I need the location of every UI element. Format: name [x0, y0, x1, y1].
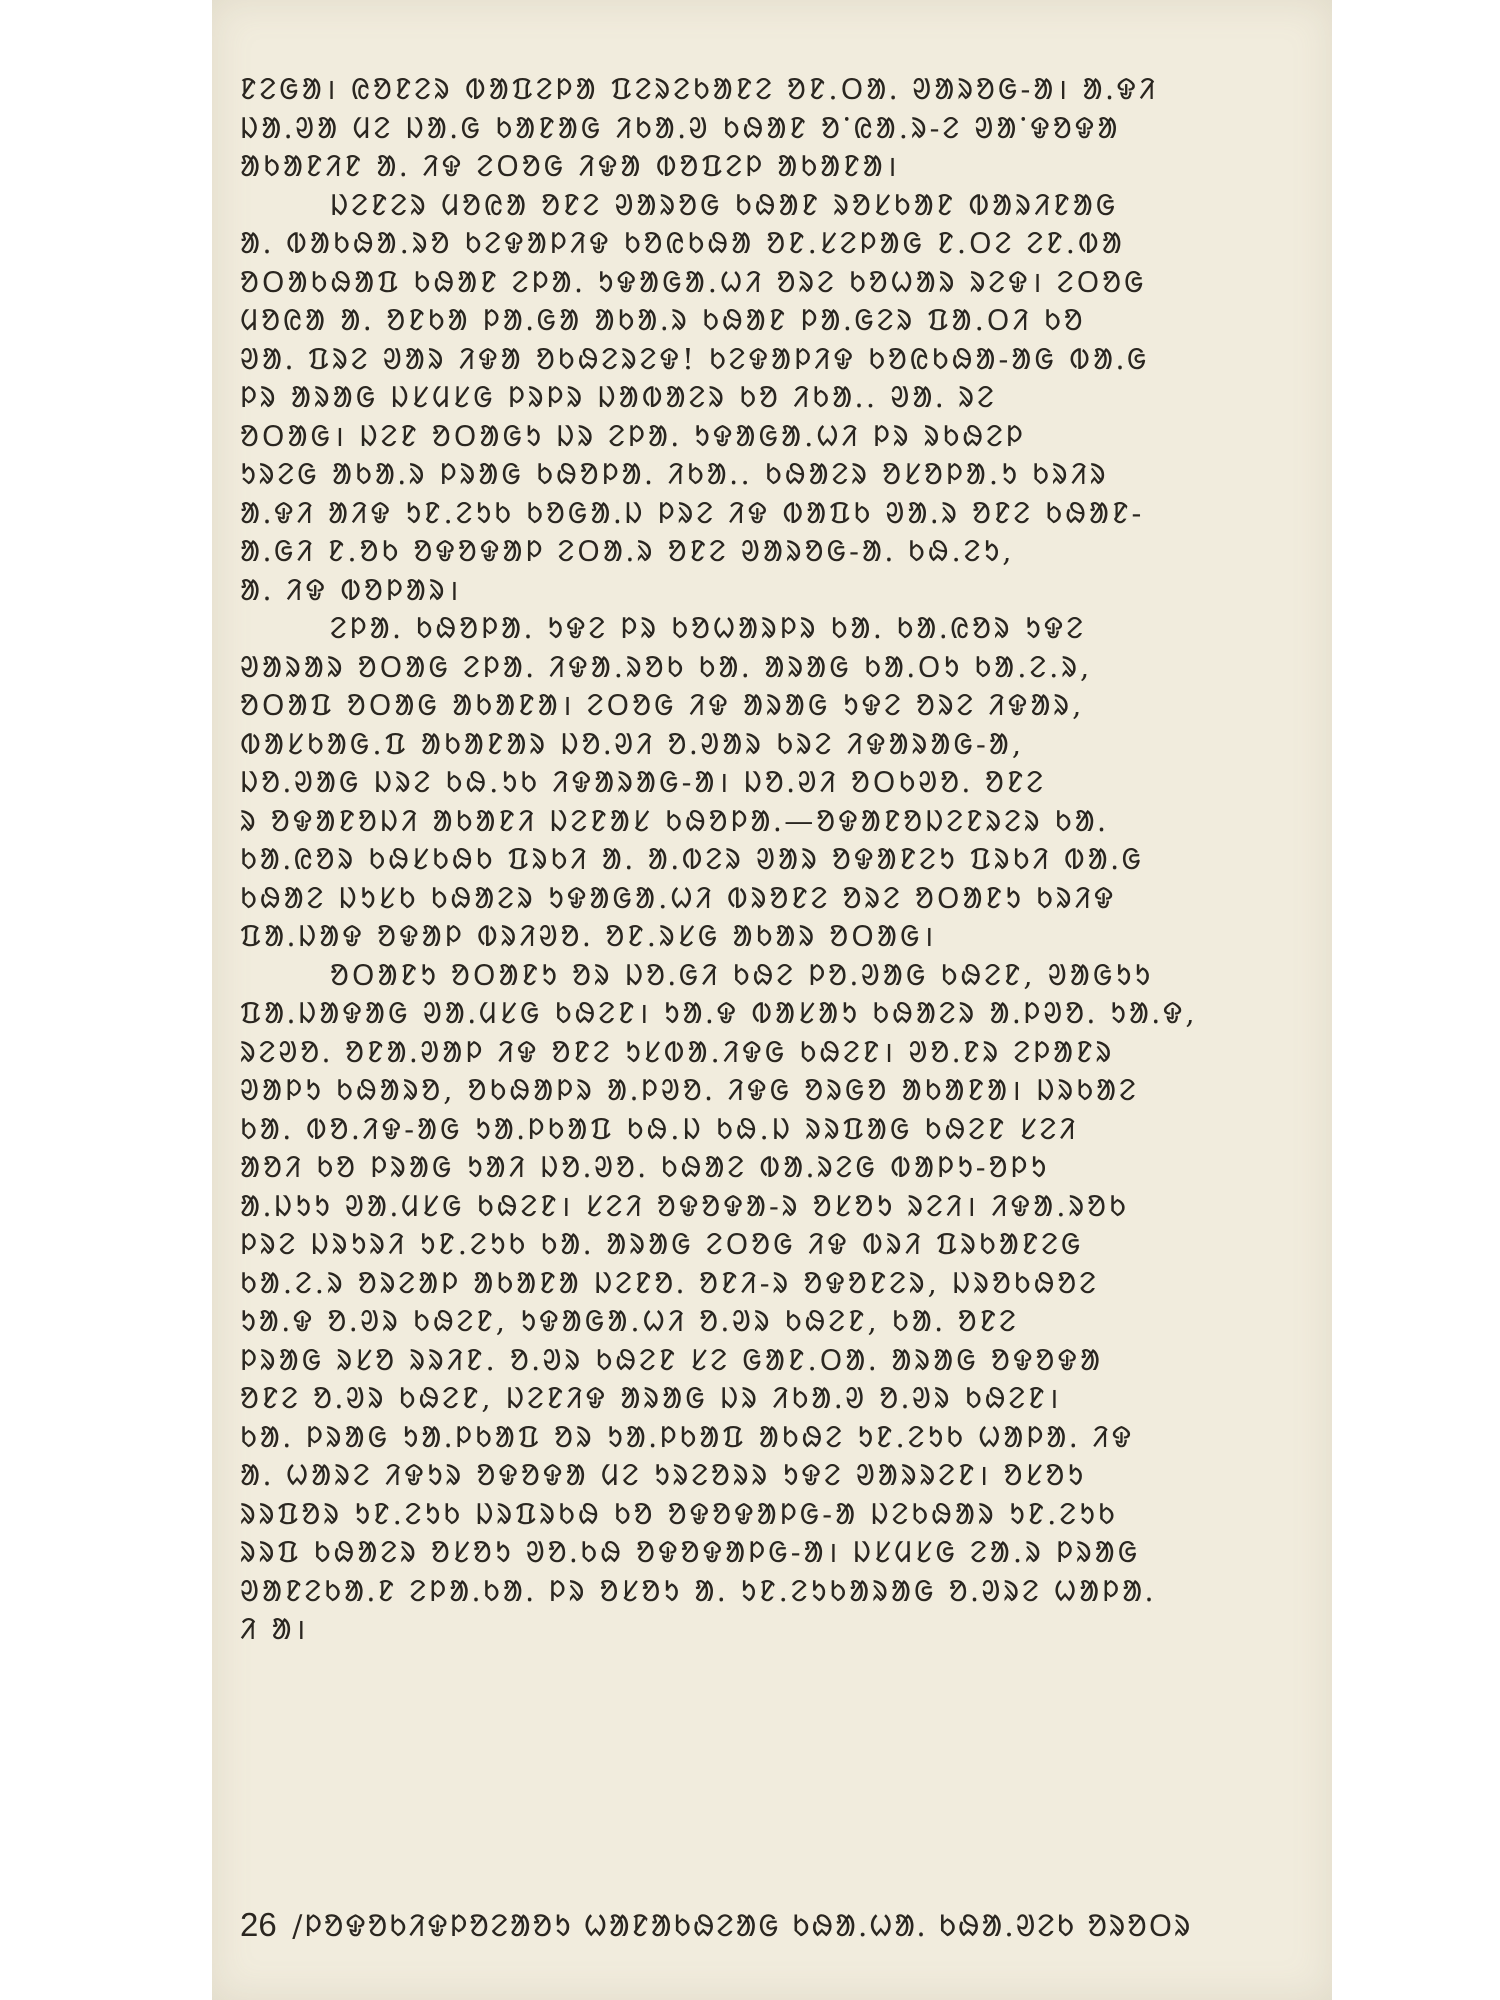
text-line: ᱞᱨ ᱟᱨᱟᱜ ᱡᱥᱢᱥᱜ ᱞᱨᱞᱨ ᱡᱟᱵᱟᱮᱨ ᱠᱚ ᱤᱠᱟᱹ. ᱣᱟᱹ ᱨᱮ: [240, 380, 997, 414]
running-title: /ᱞᱚᱫᱚᱠᱤᱫᱞᱚᱮᱟᱚᱩ ᱦᱟᱱᱟᱠᱷᱮᱟᱜ ᱠᱷᱟ.ᱦᱟᱹ ᱠᱷᱟ.ᱣᱮᱠ ᱚᱨᱚᱛᱨ: [292, 1909, 1193, 1944]
paragraph: [240, 70, 1330, 186]
text-line: ᱨ ᱚᱫᱟᱱᱚᱡᱤ ᱟᱠᱟᱱᱤ ᱡᱮᱱᱟᱥ ᱠᱷᱚᱞᱟᱹ—ᱚᱫᱟᱱᱚᱡᱮᱱᱨᱮᱨ ᱠᱟᱹ: [240, 803, 1109, 838]
text-line: ᱱᱮᱜᱟ। ᱭᱚᱱᱮᱨ ᱵᱟᱯᱮᱞᱟ ᱯᱮᱨᱮᱠᱟᱱᱮ ᱚᱱ.ᱛᱟᱹ ᱣᱟᱨᱚᱜ-ᱟ। ᱟᱹᱫᱤ: [240, 72, 1159, 106]
text-line: ᱠᱷᱟᱮ ᱡᱩᱥᱠ ᱠᱷᱟᱮᱨ ᱩᱫᱟᱜᱟ.ᱦᱤ ᱵᱨᱚᱱᱮ ᱚᱨᱮ ᱚᱛᱟᱱᱩ ᱠᱨᱤᱫ: [240, 880, 1117, 915]
paragraph: [240, 186, 1330, 610]
text-line: ᱣᱟᱹ ᱯᱨᱮ ᱣᱟᱨ ᱤᱫᱟ ᱚᱠᱷᱮᱨᱮᱫ! ᱠᱮᱫᱟᱞᱤᱫ ᱠᱚᱭᱠᱷᱟ-ᱟᱜ ᱵᱟᱹᱜ: [240, 341, 1150, 376]
body-text: [240, 70, 1330, 1649]
text-line: ᱢᱚᱭᱟ ᱟᱹ ᱚᱱᱠᱟ ᱞᱟᱹᱜᱟ ᱟᱠᱟᱹᱨ ᱠᱷᱟᱱ ᱞᱟᱹᱜᱮᱨ ᱯᱟ.ᱛᱤ ᱠᱚ: [240, 303, 1086, 337]
text-line: ᱠᱟ.ᱮ.ᱨ ᱚᱨᱮᱟᱞ ᱟᱠᱟᱱᱟ ᱡᱮᱱᱚᱹ ᱚᱱᱤ-ᱨ ᱚᱫᱚᱱᱮᱨ, ᱡᱨᱚᱠᱷᱚᱮ: [240, 1265, 1099, 1300]
text-line: ᱚᱛᱟᱠᱷᱟᱯ ᱠᱷᱟᱱ ᱮᱞᱟᱹ ᱩᱫᱟᱜᱟ.ᱦᱤ ᱚᱨᱮ ᱠᱚᱦᱟᱨ ᱨᱮᱫ। ᱮᱛᱚᱜ: [240, 264, 1147, 299]
text-line: ᱩᱟᱹᱫ ᱚᱹᱣᱨ ᱠᱷᱮᱱ, ᱩᱫᱟᱜᱟ.ᱦᱤ ᱚᱹᱣᱨ ᱠᱷᱮᱱ, ᱠᱟᱹ ᱚᱱᱮ: [240, 1304, 1019, 1338]
text-line: ᱞᱨᱟᱜ ᱨᱥᱚ ᱨᱨᱤᱱ. ᱚᱹᱣᱨ ᱠᱷᱮᱱ ᱥᱮ ᱜᱟᱱ.ᱛᱟᱹ ᱟᱨᱟᱜ ᱚᱫᱚᱫᱟ: [240, 1342, 1104, 1377]
text-line: ᱚᱛᱟᱱᱩ ᱚᱛᱟᱱᱩ ᱚᱨ ᱡᱚᱹᱜᱤ ᱠᱷᱮ ᱞᱚᱹᱣᱟᱜ ᱠᱷᱮᱱ, ᱣᱟᱜᱩᱩ: [330, 957, 1154, 992]
text-line: ᱠᱟᱹ ᱞᱨᱟᱜ ᱩᱟᱹᱞᱠᱟᱯ ᱚᱨ ᱩᱟᱹᱞᱠᱟᱯ ᱟᱠᱷᱮ ᱩᱱ.ᱮᱩᱠ ᱦᱟᱞᱟᱹ ᱤᱫ: [240, 1419, 1135, 1454]
page-number: 26: [240, 1906, 277, 1943]
text-line: ᱟᱚᱤ ᱠᱚ ᱞᱨᱟᱜ ᱩᱟᱤ ᱡᱚᱹᱣᱚᱹ ᱠᱷᱟᱮ ᱵᱟᱹᱨᱮᱜ ᱵᱟᱞᱩ-ᱚᱞᱩ: [240, 1150, 1050, 1184]
text-line: ᱨᱨᱯ ᱠᱷᱟᱮᱨ ᱚᱥᱚᱩ ᱣᱚᱹᱠᱷ ᱚᱫᱚᱫᱟᱞᱜ-ᱟ। ᱡᱥᱢᱥᱜ ᱮᱟ.ᱨ ᱞᱨᱟᱜ: [240, 1535, 1141, 1569]
text-line: ᱡᱟᱹᱣᱟ ᱢᱮ ᱡᱟᱹᱜ ᱠᱟᱱᱟᱜ ᱤᱠᱟᱹᱣ ᱠᱷᱟᱱ ᱚᱸᱭᱟ.ᱨ-ᱮ ᱣᱟᱸᱫᱚᱫᱟ: [240, 110, 1121, 145]
text-line: ᱡᱮᱱᱮᱨ ᱢᱚᱭᱟ ᱚᱱᱮ ᱣᱟᱨᱚᱜ ᱠᱷᱟᱱ ᱨᱚᱥᱠᱟᱱ ᱵᱟᱨᱤᱱᱟᱜ: [330, 187, 1119, 222]
paragraph: [240, 956, 1330, 1649]
text-line: ᱣᱟᱨᱟᱨ ᱚᱛᱟᱜ ᱮᱞᱟᱹ ᱤᱫᱟ.ᱨᱚᱠ ᱠᱟᱹ ᱟᱨᱟᱜ ᱠᱟᱹᱛᱩ ᱠᱟ.ᱮ.ᱨ,: [240, 649, 1093, 684]
text-line: ᱟᱹᱫᱤ ᱟᱤᱫ ᱩᱱ.ᱮᱩᱠ ᱠᱚᱜᱟᱹᱡ ᱞᱨᱮ ᱤᱫ ᱵᱟᱯᱠ ᱣᱟᱹᱨ ᱚᱱᱮ ᱠᱷᱟᱱ-: [240, 495, 1145, 530]
text-line: ᱣᱟᱞᱩ ᱠᱷᱟᱨᱚ, ᱚᱠᱷᱟᱞᱨ ᱟᱹᱞᱣᱚᱹ ᱤᱫᱜ ᱚᱨᱜᱚ ᱟᱠᱟᱱᱟ। ᱡᱨᱠᱟᱮ: [240, 1073, 1139, 1107]
text-line: ᱚᱱᱮ ᱚᱹᱣᱨ ᱠᱷᱮᱱ, ᱡᱮᱱᱤᱫ ᱟᱨᱟᱜ ᱡᱨ ᱤᱠᱟᱹᱣ ᱚᱹᱣᱨ ᱠᱷᱮᱱ।: [240, 1381, 1062, 1415]
text-line: ᱟᱹ ᱤᱫ ᱵᱚᱞᱟᱨ।: [240, 572, 462, 607]
text-line: ᱟᱹᱜᱤ ᱱ.ᱚᱠ ᱚᱫᱚᱫᱟᱞ ᱮᱛᱟᱹᱨ ᱚᱱᱮ ᱣᱟᱨᱚᱜ-ᱟᱹ ᱠᱷ.ᱮᱩ,: [240, 534, 1015, 568]
text-line: ᱯᱟᱹᱡᱟᱫ ᱚᱫᱟᱞ ᱵᱨᱤᱣᱚᱹ ᱚᱱ.ᱨᱥᱜ ᱟᱠᱟᱨ ᱚᱛᱟᱜ।: [240, 919, 937, 953]
book-page: [212, 0, 1332, 2000]
text-line: ᱣᱟᱱᱮᱠᱟᱹᱱ ᱮᱞᱟᱹᱠᱟᱹ ᱞᱨ ᱚᱥᱚᱩ ᱟᱹ ᱩᱱ.ᱮᱩᱠᱟᱨᱟᱜ ᱚᱹᱣᱨᱮ ᱦᱟᱞᱟᱹ: [240, 1573, 1156, 1608]
text-line: ᱡᱚᱹᱣᱟᱜ ᱡᱨᱮ ᱠᱷ.ᱩᱠ ᱤᱫᱟᱨᱟᱜ-ᱟ। ᱡᱚᱹᱣᱤ ᱚᱛᱠᱣᱚᱹ ᱚᱱᱮ: [240, 765, 1046, 799]
text-line: ᱨᱮᱣᱚᱹ ᱚᱱᱟᱹᱣᱟᱞ ᱤᱫ ᱚᱱᱮ ᱩᱥᱵᱟ.ᱤᱫᱜ ᱠᱷᱮᱱ। ᱣᱚᱹᱱᱨ ᱮᱞᱟᱱᱨ: [240, 1034, 1115, 1069]
text-line: ᱚᱛᱟᱯ ᱚᱛᱟᱜ ᱟᱠᱟᱱᱟ। ᱮᱛᱚᱜ ᱤᱫ ᱟᱨᱟᱜ ᱩᱫᱮ ᱚᱨᱮ ᱤᱫᱟᱨ,: [240, 688, 1085, 722]
text-line: ᱚᱛᱟᱜ। ᱡᱮᱱ ᱚᱛᱟᱜᱩ ᱡᱨ ᱮᱞᱟᱹ ᱩᱫᱟᱜᱟ.ᱦᱤ ᱞᱨ ᱨᱠᱷᱮᱞ: [240, 418, 1026, 453]
text-line: ᱞᱨᱮ ᱡᱨᱩᱨᱤ ᱩᱱ.ᱮᱩᱠ ᱠᱟᱹ ᱟᱨᱟᱜ ᱮᱛᱚᱜ ᱤᱫ ᱵᱨᱤ ᱯᱨᱠᱟᱱᱮᱜ: [240, 1227, 1084, 1261]
text-line: ᱤ ᱟ।: [240, 1612, 309, 1646]
paragraph: [240, 609, 1330, 956]
text-line: ᱠᱟᱹᱭᱚᱨ ᱠᱷᱥᱠᱷᱠ ᱯᱨᱠᱤ ᱟᱹ ᱟᱹᱵᱮᱨ ᱣᱟᱨ ᱚᱫᱟᱱᱮᱩ ᱯᱨᱠᱤ ᱵᱟᱹᱜ: [240, 842, 1145, 876]
text-line: ᱟᱠᱟᱱᱤᱱ ᱟᱹ ᱤᱫ ᱮᱛᱚᱜ ᱤᱫᱟ ᱵᱚᱯᱮᱞ ᱟᱠᱟᱱᱟ।: [240, 149, 900, 183]
text-line: ᱟᱹ ᱦᱟᱨᱮ ᱤᱫᱩᱨ ᱚᱫᱚᱫᱟ ᱢᱮ ᱩᱨᱮᱚᱨᱨ ᱩᱫᱮ ᱣᱟᱨᱨᱮᱱ। ᱚᱥᱚᱩ: [240, 1458, 1087, 1492]
text-line: ᱵᱟᱥᱠᱟᱜ.ᱯ ᱟᱠᱟᱱᱟᱨ ᱡᱚᱹᱣᱤ ᱚᱹᱣᱟᱨ ᱠᱨᱮ ᱤᱫᱟᱨᱟᱜ-ᱟ,: [240, 726, 1025, 761]
text-line: ᱠᱟᱹ ᱵᱚᱹᱤᱫ-ᱟᱜ ᱩᱟᱹᱞᱠᱟᱯ ᱠᱷ.ᱡ ᱠᱷ.ᱡ ᱨᱨᱯᱟᱜ ᱠᱷᱮᱱ ᱥᱮᱤ: [240, 1111, 1079, 1146]
text-line: ᱟᱹ ᱵᱟᱠᱷᱟ.ᱨᱚ ᱠᱮᱫᱟᱞᱤᱫ ᱠᱚᱭᱠᱷᱟ ᱚᱱ.ᱥᱮᱞᱟᱜ ᱱ.ᱛᱮ ᱮᱱ.ᱵᱟ: [240, 226, 1125, 260]
text-line: ᱨᱨᱯᱚᱨ ᱩᱱ.ᱮᱩᱠ ᱡᱨᱯᱨᱠᱷ ᱠᱚ ᱚᱫᱚᱫᱟᱞᱜ-ᱟ ᱡᱮᱠᱷᱟᱨ ᱩᱱ.ᱮᱩᱠ: [240, 1496, 1118, 1531]
text-line: ᱯᱟᱹᱡᱟᱫᱟᱜ ᱣᱟᱹᱢᱥᱜ ᱠᱷᱮᱱ। ᱩᱟᱹᱫ ᱵᱟᱥᱟᱩ ᱠᱷᱟᱮᱨ ᱟᱹᱞᱣᱚᱹ ᱩᱟᱹᱫ,: [240, 996, 1198, 1030]
text-line: ᱩᱨᱮᱜ ᱟᱠᱟᱹᱨ ᱞᱨᱟᱜ ᱠᱷᱚᱞᱟᱹ ᱤᱠᱟᱹ. ᱠᱷᱟᱮᱨ ᱚᱥᱚᱞᱟ.ᱩ ᱠᱨᱤᱨ: [240, 457, 1109, 491]
page-footer: [240, 1905, 1300, 1945]
text-line: ᱮᱞᱟᱹ ᱠᱷᱚᱞᱟᱹ ᱩᱫᱮ ᱞᱨ ᱠᱚᱦᱟᱨᱞᱨ ᱠᱟᱹ ᱠᱟᱹᱭᱚᱨ ᱩᱫᱮ: [330, 611, 1086, 645]
text-line: ᱟᱹᱡᱩᱩ ᱣᱟᱹᱢᱥᱜ ᱠᱷᱮᱱ। ᱥᱮᱤ ᱚᱫᱚᱫᱟ-ᱨ ᱚᱥᱚᱩ ᱨᱮᱤ। ᱤᱫᱟ.ᱨᱚᱠ: [240, 1188, 1129, 1223]
